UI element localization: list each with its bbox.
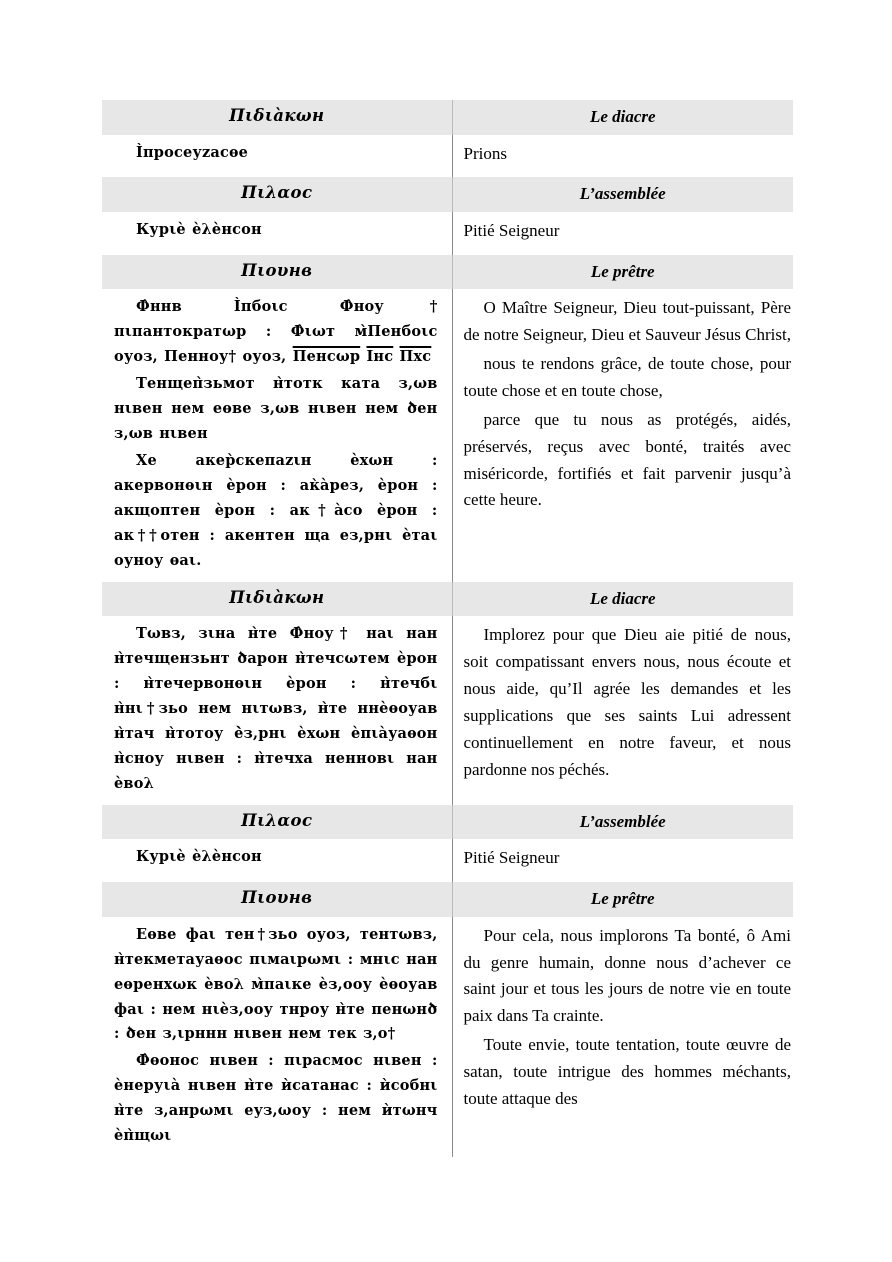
french-paragraph: Implorez pour que Dieu aie pitié de nous, soit compatissant envers nous, nous écoute et nous aide, qu’Il agrée les demandes et les supplications que ses saints Lui adressent continuellement en notre faveur, et nous pardonne nos péchés. [463, 625, 791, 779]
french-paragraph: Prions [463, 143, 507, 163]
row-kyrie-1-coptic-body [102, 212, 452, 251]
text-row [102, 616, 793, 805]
rubric-priest-2-french-label: Le prêtre [590, 889, 655, 909]
coptic-column-cell [102, 917, 452, 1157]
row-implore-french-body [453, 616, 794, 793]
coptic-column-cell [102, 212, 452, 255]
french-column-cell [452, 289, 793, 581]
french-paragraph: Toute envie, toute tentation, toute œuvre de satan, toute intrigue des hommes méchants, toute attaque des [463, 1035, 791, 1108]
coptic-column-cell [102, 582, 452, 617]
rubric-assembly-1-coptic-label: Пιλαос [241, 183, 313, 203]
nomina-sacra: Пхс [399, 348, 432, 366]
row-goodness-french-body [453, 917, 794, 1123]
rubric-priest-1-french-label: Le prêtre [590, 261, 655, 281]
french-paragraph: Pitié Seigneur [463, 220, 560, 240]
coptic-paragraph: Тωвз, зιна н̀те Ф̀ноу† наι нан н̀течщензьнт ծарон н̀течсωтем èрон : н̀течервонѳιн èрон : н̀течбι н̀нι†зьо нем нιтωвз, н̀те ннèѳоуав н̀тач н̀тотоу è̀з,рнι èхωн èпιàуаѳон н̀сноу нιвен : н̀течха ненновι нан èвоλ [114, 625, 438, 792]
coptic-column-cell [102, 839, 452, 882]
coptic-paragraph: Ìпросеуzасѳе [136, 143, 249, 161]
coptic-paragraph: Ф̀ннв Ì̀пбоιс Ф̀ноу† пιпантократωр : Ф̀ιωт м̀Пенбоιс оуоз, Пенноу† оуоз, Пенсωр Ιнс Пхс [114, 298, 438, 366]
french-column-cell [452, 177, 793, 212]
coptic-column-cell [102, 135, 452, 178]
row-kyrie-1-french-body [453, 212, 794, 255]
row-implore-coptic-body [102, 616, 452, 805]
rubric-row [102, 177, 793, 212]
row-kyrie-2-coptic-body [102, 839, 452, 878]
row-thanksgiving-coptic-body [102, 289, 452, 581]
rubric-deacon-2-french-label: Le diacre [589, 588, 656, 608]
french-column-cell [452, 135, 793, 178]
french-paragraph: parce que tu nous as protégés, aidés, préservés, reçus avec bonté, traités avec miséricorde, fortifiés et fait parvenir jusqu’à cette heure. [463, 409, 791, 510]
french-paragraph: Pour cela, nous implorons Ta bonté, ô Ami du genre humain, donne nous d’achever ce saint jour et tous les jours de notre vie en toute paix dans Ta crainte. [463, 925, 791, 1026]
row-kyrie-2-french-body [453, 839, 794, 882]
french-column-cell [452, 616, 793, 805]
text-row [102, 839, 793, 882]
french-paragraph: Pitié Seigneur [463, 848, 560, 868]
row-thanksgiving-french-body [453, 289, 794, 524]
coptic-paragraph: Курιè èλèнсон [136, 220, 262, 238]
french-paragraph: nous te rendons grâce, de toute chose, pour toute chose et en toute chose, [463, 354, 791, 400]
french-column-cell [452, 582, 793, 617]
french-paragraph: O Maître Seigneur, Dieu tout-puissant, Père de notre Seigneur, Dieu et Sauveur Jésus Christ, [463, 298, 791, 345]
french-column-cell [452, 805, 793, 840]
rubric-deacon-1-french-label: Le diacre [589, 107, 656, 126]
row-prions-french-body [453, 135, 794, 178]
nomina-sacra: Пенсωр [292, 348, 361, 366]
coptic-column-cell [102, 616, 452, 805]
nomina-sacra: Ιнс [366, 348, 394, 366]
text-row [102, 917, 793, 1157]
coptic-column-cell [102, 177, 452, 212]
coptic-paragraph: Хе акер̀скепаzιн èхωн : акервонѳιн èрон : ак̀àрез, èрон : акщоптен èрон : ак†àсо èрон : ак††отен : акентен ща ез,рнι èтаι оуноу ѳаι. [114, 451, 438, 569]
coptic-paragraph: Тенщеп̀зьмот н̀тотк ката з,ωв нιвен нем еѳве з,ωв нιвен нем ծен з,ωв нιвен [114, 375, 438, 443]
coptic-column-cell [102, 882, 452, 917]
rubric-row [102, 255, 793, 290]
french-column-cell [452, 255, 793, 290]
coptic-column-cell [102, 255, 452, 290]
bilingual-liturgy-table [102, 100, 793, 1157]
rubric-deacon-1-coptic-label: Пιδιàкωн [229, 106, 325, 125]
text-row [102, 135, 793, 178]
french-column-cell [452, 839, 793, 882]
rubric-row [102, 805, 793, 840]
text-row [102, 212, 793, 255]
rubric-assembly-2-coptic-label: Пιλαос [241, 810, 313, 830]
rubric-assembly-1-french-label: L’assemblée [579, 184, 666, 204]
french-column-cell [452, 100, 793, 135]
coptic-paragraph: Еѳве фаι тен†зьо оуоз, тентωвз, н̀текметауаѳос пιмаιрωмι : мнιс нан еѳренхωк èвоλ м̀паιке èз,ооу èѳоуав фаι : нем нιèз,ооу тнроу н̀те пенωнծ : ծен з,ιрннн нιвен нем тек з,о† [114, 925, 438, 1043]
row-goodness-coptic-body [102, 917, 452, 1157]
row-prions-coptic-body [102, 135, 452, 174]
text-row [102, 289, 793, 581]
french-column-cell [452, 917, 793, 1157]
rubric-row [102, 100, 793, 135]
rubric-row [102, 882, 793, 917]
coptic-column-cell [102, 289, 452, 581]
coptic-paragraph: Ф̀ѳоноc нιвен : пιрасмос нιвен : èнеруιà нιвен н̀те ѝсатанас : ѝсобнι н̀те з,анрωмι еуз,ωоу : нем ѝтωнч èп̀щωι [114, 1052, 438, 1145]
rubric-row [102, 582, 793, 617]
rubric-priest-2-coptic-label: Пιоυнв [241, 888, 313, 908]
coptic-column-cell [102, 805, 452, 840]
rubric-priest-1-coptic-label: Пιоυнв [241, 260, 313, 280]
rubric-assembly-2-french-label: L’assemblée [579, 811, 666, 831]
rubric-deacon-2-coptic-label: Пιδιàкωн [229, 587, 325, 607]
coptic-paragraph: Курιè èλèнсон [136, 848, 262, 866]
french-column-cell [452, 212, 793, 255]
coptic-column-cell [102, 100, 452, 135]
french-column-cell [452, 882, 793, 917]
